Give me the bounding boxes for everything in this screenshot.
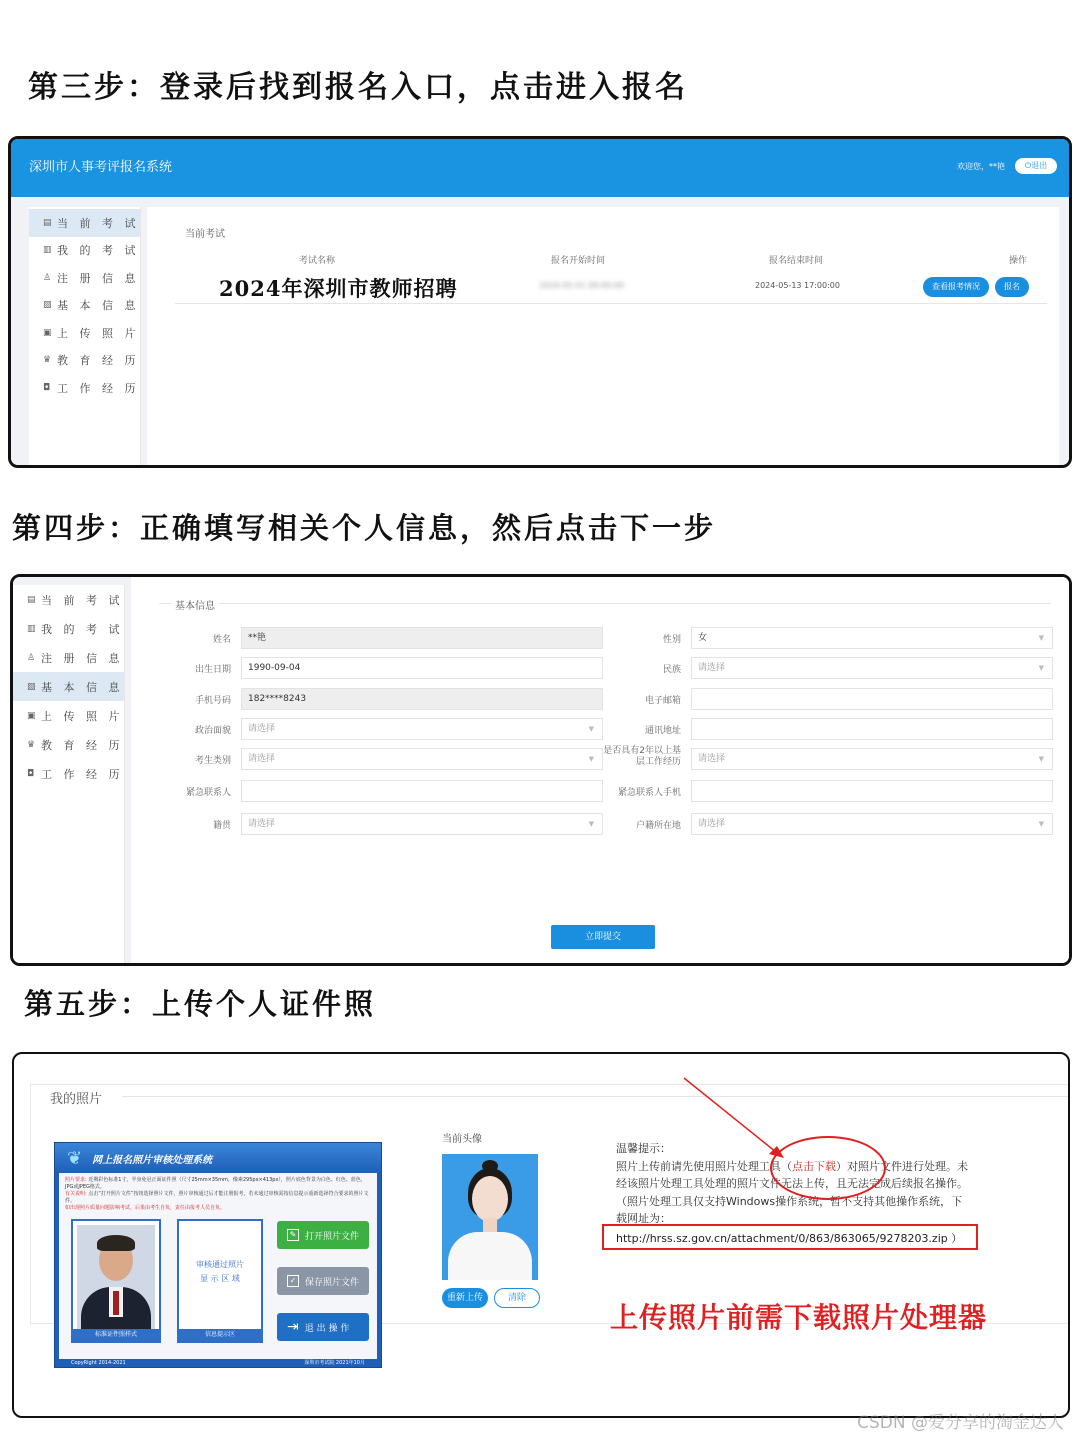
sidebar-item-0[interactable] bbox=[13, 585, 124, 614]
avatar-label: 当前头像 bbox=[442, 1134, 482, 1145]
tool-title: 网上报名照片审核处理系统 bbox=[92, 1154, 213, 1166]
sample-label: 标准证件照样式 bbox=[73, 1329, 159, 1341]
system-title: 深圳市人事考评报名系统 bbox=[29, 160, 173, 175]
step5-screenshot bbox=[12, 1052, 1070, 1418]
sample-photo bbox=[77, 1225, 155, 1329]
sidebar-item-label: 我 的 考 试 bbox=[57, 244, 140, 258]
sidebar-item-label: 教 育 经 历 bbox=[57, 354, 140, 368]
avatar-face bbox=[472, 1176, 508, 1222]
clear-button[interactable]: 清除 bbox=[494, 1288, 540, 1308]
text-field[interactable] bbox=[241, 780, 603, 802]
sidebar-item-icon: ▤ bbox=[43, 217, 52, 228]
annotation-text: 上传照片前需下载照片处理器 bbox=[610, 1301, 988, 1334]
step4-screenshot bbox=[10, 574, 1072, 966]
tool-body bbox=[59, 1173, 377, 1359]
exit-button[interactable]: ⇥ 退 出 操 作 bbox=[277, 1313, 369, 1341]
sidebar-item-label: 工 作 经 历 bbox=[41, 767, 124, 781]
sidebar-item-label: 当 前 考 试 bbox=[41, 593, 124, 607]
sidebar-item-label: 基 本 信 息 bbox=[57, 299, 140, 313]
sidebar-item-label: 注 册 信 息 bbox=[41, 651, 124, 665]
power-icon: ⏻ bbox=[1024, 161, 1032, 170]
sidebar-item-1[interactable] bbox=[13, 614, 124, 643]
note-text: 点击“打开照片文件”按钮选择照片文件，照片审核通过后才能注册报考，若未通过审核需按信息提示重新选择符合要求的照片文件。 bbox=[65, 1191, 369, 1204]
sidebar bbox=[13, 585, 125, 966]
chevron-down-icon: ▼ bbox=[588, 820, 594, 828]
form-panel bbox=[131, 577, 1072, 966]
th-end: 报名结束时间 bbox=[769, 256, 824, 266]
avatar-shirt bbox=[448, 1232, 532, 1280]
chevron-down-icon: ▼ bbox=[1038, 755, 1044, 763]
th-start: 报名开始时间 bbox=[551, 256, 606, 266]
sidebar-item-label: 注 册 信 息 bbox=[57, 271, 140, 285]
copyright: CopyRight 2014-2021 bbox=[71, 1360, 126, 1366]
exam-panel bbox=[147, 207, 1059, 468]
sidebar-item-5[interactable] bbox=[29, 347, 140, 375]
sidebar-item-label: 上 传 照 片 bbox=[57, 326, 140, 340]
field-value: 请选择 bbox=[698, 819, 726, 829]
sidebar-item-label: 上 传 照 片 bbox=[41, 709, 124, 723]
step3-screenshot bbox=[8, 136, 1072, 468]
section-divider bbox=[122, 1096, 1070, 1097]
welcome-text: 欢迎您，**艳 bbox=[957, 162, 1005, 171]
sidebar-item-icon: ▥ bbox=[43, 245, 52, 256]
chevron-down-icon: ▼ bbox=[1038, 664, 1044, 672]
select-field[interactable] bbox=[691, 627, 1053, 649]
step5-title: 第五步：上传个人证件照 bbox=[24, 987, 377, 1021]
submit-button[interactable]: 立即提交 bbox=[551, 925, 655, 949]
row-divider bbox=[175, 303, 1047, 304]
field-value: 请选择 bbox=[248, 819, 276, 829]
field-value: 1990-09-04 bbox=[248, 663, 301, 673]
sidebar-item-4[interactable] bbox=[29, 319, 140, 347]
th-name: 考试名称 bbox=[299, 256, 336, 266]
sidebar-item-3[interactable] bbox=[29, 292, 140, 320]
sample-photo-box bbox=[71, 1219, 161, 1343]
sidebar-item-icon: ♙ bbox=[43, 272, 52, 283]
field-value: 请选择 bbox=[248, 754, 276, 764]
sidebar-item-6[interactable] bbox=[13, 759, 124, 788]
sidebar-item-1[interactable] bbox=[29, 237, 140, 265]
save-file-icon: ✓ bbox=[287, 1275, 299, 1287]
field-value: 请选择 bbox=[248, 724, 276, 734]
sidebar-item-5[interactable] bbox=[13, 730, 124, 759]
field-label: 是否具有2年以上基层工作经历 bbox=[603, 746, 681, 767]
field-label: 紧急联系人手机 bbox=[617, 788, 681, 798]
tip-title: 温馨提示： bbox=[616, 1142, 671, 1155]
field-label: 出生日期 bbox=[194, 665, 231, 675]
sidebar-item-label: 当 前 考 试 bbox=[57, 216, 140, 230]
section-label: 当前考试 bbox=[185, 229, 225, 240]
result-text-2: 显 示 区 域 bbox=[200, 1274, 240, 1283]
sidebar-item-icon: ▤ bbox=[27, 594, 36, 605]
photo-tool-window bbox=[54, 1142, 382, 1368]
sidebar-item-0[interactable] bbox=[29, 209, 140, 237]
sidebar-item-icon: ▧ bbox=[43, 300, 52, 311]
sidebar-item-icon: ♙ bbox=[27, 652, 36, 663]
step3-title: 第三步：登录后找到报名入口，点击进入报名 bbox=[28, 70, 688, 105]
tool-logo-icon: ❦ bbox=[67, 1147, 83, 1169]
sidebar-item-label: 我 的 考 试 bbox=[41, 622, 124, 636]
sidebar-item-icon: ♛ bbox=[43, 355, 52, 366]
select-field[interactable] bbox=[241, 748, 603, 770]
sidebar-item-6[interactable] bbox=[29, 374, 140, 402]
field-value: 请选择 bbox=[698, 754, 726, 764]
exam-name: 2024年深圳市教师招聘 bbox=[219, 276, 458, 301]
warn-text: 如出现照片质量问题影响考试，后果由考生自负，责任由报考人员自负。 bbox=[65, 1205, 226, 1211]
exam-end-time: 2024-05-13 17:00:00 bbox=[755, 281, 840, 290]
sidebar-item-4[interactable] bbox=[13, 701, 124, 730]
req-label: 照片要求: bbox=[65, 1177, 87, 1183]
select-field[interactable] bbox=[691, 748, 1053, 770]
select-field[interactable] bbox=[241, 813, 603, 835]
sidebar-item-icon: ♛ bbox=[27, 739, 36, 750]
field-label: 通讯地址 bbox=[644, 726, 681, 736]
open-file-icon: ✎ bbox=[287, 1229, 299, 1241]
field-label: 手机号码 bbox=[194, 696, 231, 706]
result-photo-box bbox=[177, 1219, 263, 1343]
field-label: 户籍所在地 bbox=[635, 821, 681, 831]
field-label: 姓名 bbox=[212, 635, 231, 645]
field-label: 民族 bbox=[662, 665, 681, 675]
sidebar-item-label: 基 本 信 息 bbox=[41, 680, 124, 694]
field-value: **艳 bbox=[248, 633, 267, 643]
sidebar bbox=[29, 207, 141, 468]
reupload-button[interactable]: 重新上传 bbox=[442, 1288, 488, 1308]
select-field[interactable] bbox=[691, 813, 1053, 835]
text-field[interactable] bbox=[241, 688, 603, 710]
text-field[interactable] bbox=[691, 718, 1053, 740]
section-divider bbox=[159, 603, 1051, 604]
sample-hair bbox=[97, 1235, 135, 1251]
tip-text-2: ）对照片文件进行处理。未经该照片处理工具处理的照片文件无法上传，且无法完成后续报名操作。（照片处理工具仅支持Windows操作系统，暂不支持其他操作系统，下载网址为： bbox=[616, 1159, 968, 1225]
select-field[interactable] bbox=[241, 718, 603, 740]
download-link[interactable]: 点击下载 bbox=[792, 1159, 836, 1173]
tool-notes bbox=[65, 1177, 369, 1212]
annotation-arrow-icon bbox=[674, 1074, 804, 1164]
field-value: 女 bbox=[698, 633, 708, 643]
sidebar-item-icon: ▣ bbox=[27, 710, 36, 721]
select-field[interactable] bbox=[691, 657, 1053, 679]
watermark: CSDN @爱分享的淘金达人 bbox=[857, 1413, 1064, 1433]
text-field[interactable] bbox=[691, 688, 1053, 710]
logout-button[interactable]: ⏻退出 bbox=[1015, 158, 1057, 174]
chevron-down-icon: ▼ bbox=[588, 725, 594, 733]
field-label: 性别 bbox=[662, 635, 681, 645]
sidebar-item-label: 工 作 经 历 bbox=[57, 381, 140, 395]
chevron-down-icon: ▼ bbox=[1038, 634, 1044, 642]
sidebar-item-3[interactable] bbox=[13, 672, 124, 701]
open-photo-button[interactable]: ✎ 打开照片文件 bbox=[277, 1221, 369, 1249]
tip-text-1: 照片上传前请先使用照片处理工具（ bbox=[616, 1159, 792, 1173]
text-field[interactable] bbox=[241, 627, 603, 649]
field-value: 请选择 bbox=[698, 663, 726, 673]
sidebar-item-icon: ▧ bbox=[27, 681, 36, 692]
sidebar-item-icon: ◘ bbox=[27, 768, 35, 779]
result-text-1: 审核通过照片 bbox=[196, 1260, 244, 1269]
sidebar-item-2[interactable] bbox=[29, 264, 140, 292]
sidebar-item-label: 教 育 经 历 bbox=[41, 738, 124, 752]
text-field[interactable] bbox=[691, 780, 1053, 802]
chevron-down-icon: ▼ bbox=[588, 755, 594, 763]
download-url: http://hrss.sz.gov.cn/attachment/0/863/863065/9278203.zip ） bbox=[616, 1232, 963, 1245]
step4-title: 第四步：正确填写相关个人信息，然后点击下一步 bbox=[12, 511, 717, 545]
sidebar-item-icon: ▥ bbox=[27, 623, 36, 634]
sample-tie bbox=[113, 1291, 119, 1315]
sidebar-item-icon: ▣ bbox=[43, 327, 52, 338]
exit-icon: ⇥ bbox=[287, 1319, 299, 1335]
system-header bbox=[11, 139, 1069, 197]
exam-start-time: 2024-05-01 09:00:00 bbox=[539, 281, 624, 290]
tool-footer-right: 深圳市考试院 2021年10月 bbox=[304, 1360, 365, 1366]
section-label: 基本信息 bbox=[171, 597, 219, 612]
view-status-button[interactable]: 查看报考情况 bbox=[923, 277, 989, 297]
current-avatar bbox=[442, 1154, 538, 1280]
field-label: 电子邮箱 bbox=[644, 696, 681, 706]
section-label: 我的照片 bbox=[46, 1088, 106, 1107]
th-action: 操作 bbox=[1009, 256, 1028, 266]
note-label: 有关说明: bbox=[65, 1191, 87, 1197]
save-photo-button[interactable]: ✓ 保存照片文件 bbox=[277, 1267, 369, 1295]
result-label: 信息提示区 bbox=[179, 1329, 261, 1341]
field-value: 182****8243 bbox=[248, 694, 307, 704]
field-label: 考生类别 bbox=[194, 756, 231, 766]
req-text: 近期彩色标准1寸，半身免冠正面证件照（尺寸25mm×35mm，像素295px×413px），照片底色背景为白色、红色、蓝色，JPG或JPEG格式。 bbox=[65, 1177, 366, 1190]
chevron-down-icon: ▼ bbox=[1038, 820, 1044, 828]
field-label: 籍贯 bbox=[212, 821, 231, 831]
tool-header bbox=[55, 1143, 381, 1173]
text-field[interactable] bbox=[241, 657, 603, 679]
sidebar-item-2[interactable] bbox=[13, 643, 124, 672]
field-label: 政治面貌 bbox=[194, 726, 231, 736]
field-label: 紧急联系人 bbox=[185, 788, 231, 798]
signup-button[interactable]: 报名 bbox=[995, 277, 1029, 297]
sidebar-item-icon: ◘ bbox=[43, 382, 51, 393]
